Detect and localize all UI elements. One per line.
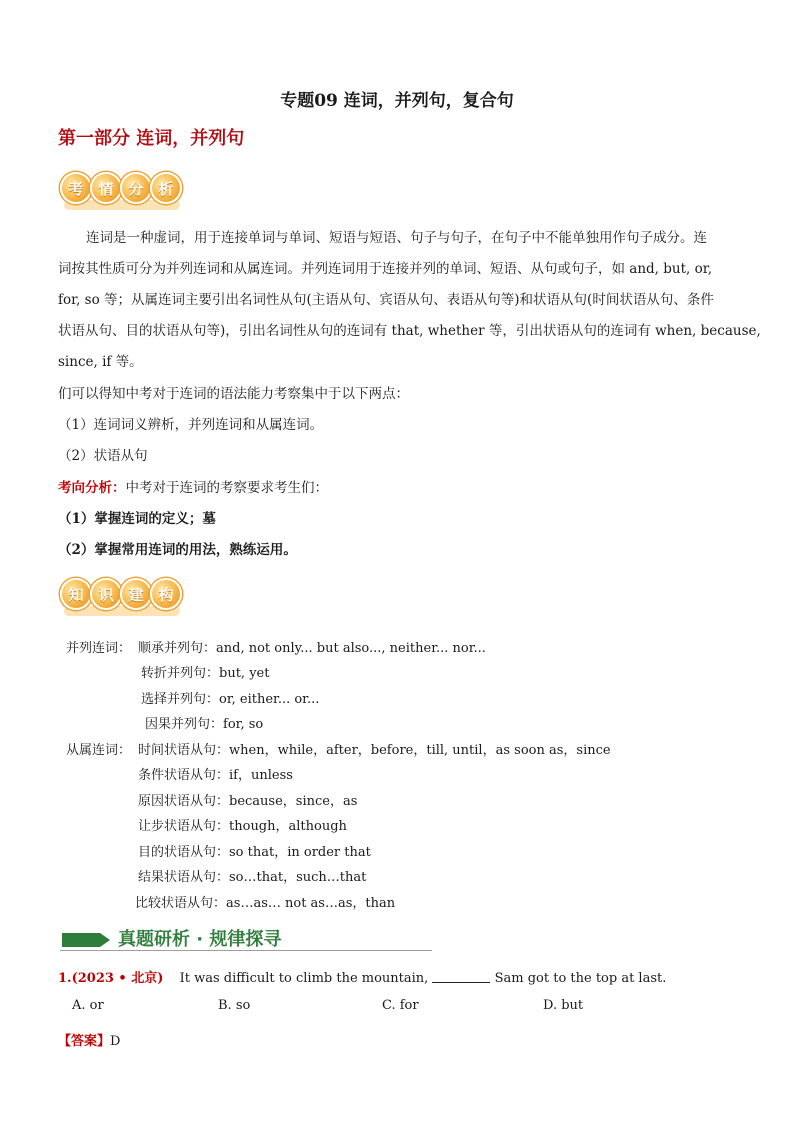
requirement-1: （1）掌握连词的定义；墓 <box>58 511 216 527</box>
intro-line-1: 连词是一种虚词，用于连接单词与单词、短语与短语、句子与句子，在句子中不能单独用作句子成分。连 <box>86 230 707 246</box>
focus-point-1: （1）连词词义辨析，并列连词和从属连词。 <box>58 417 324 433</box>
coord-item <box>141 662 269 681</box>
badge-char: 析 <box>150 172 182 204</box>
section-arrow-icon <box>100 933 110 947</box>
badge-char: 识 <box>90 578 122 610</box>
sub-item <box>135 892 395 911</box>
sub-item-words: so that，in order that <box>229 845 371 860</box>
focus-point-2: （2）状语从句 <box>58 448 148 464</box>
sub-item-words: as…as… not as…as，than <box>226 896 396 911</box>
sub-item <box>138 841 371 860</box>
coord-label: 并列连词： <box>66 641 132 656</box>
sub-item <box>138 739 611 758</box>
coord-item-label: 顺承并列句： <box>138 641 217 656</box>
question-source: (2023 • 北京) <box>71 971 164 986</box>
badge-char: 构 <box>150 578 182 610</box>
coord-item-words: and, not only... but also..., neither... nor... <box>216 641 486 656</box>
badge-analysis <box>60 166 184 212</box>
section-title: 真题研析 · 规律探寻 <box>118 929 282 950</box>
answer-line <box>58 1030 120 1049</box>
coord-item-label: 因果并列句： <box>145 717 224 732</box>
answer-blank <box>432 970 490 983</box>
badge-char: 知 <box>60 578 92 610</box>
badge-knowledge <box>60 572 184 618</box>
sub-item-words: if，unless <box>229 768 293 783</box>
analysis-label: 考向分析： <box>58 480 126 496</box>
sub-item <box>138 866 366 885</box>
sub-item <box>138 790 357 809</box>
sub-item-words: when，while，after，before，till, until，as soon as，since <box>229 743 611 758</box>
coord-item <box>141 688 319 707</box>
requirement-2: （2）掌握常用连词的用法，熟练运用。 <box>58 542 297 558</box>
sub-item-label: 让步状语从句： <box>138 819 230 834</box>
intro-line-3: for, so 等；从属连词主要引出名词性从句(主语从句、宾语从句、表语从句等)和状语从句(时间状语从句、条件 <box>58 292 714 308</box>
section-rule <box>60 950 432 951</box>
sub-item-words: though，although <box>229 819 347 834</box>
section-header <box>60 925 432 951</box>
sub-item <box>138 815 347 834</box>
badge-char: 分 <box>120 172 152 204</box>
sub-item-label: 比较状语从句： <box>135 896 227 911</box>
coord-item-words: but, yet <box>219 666 270 681</box>
answer-label: 【答案】 <box>58 1034 111 1049</box>
coord-item-words: for, so <box>223 717 264 732</box>
sub-label: 从属连词： <box>66 743 132 758</box>
part-title: 第一部分 连词，并列句 <box>58 128 245 149</box>
analysis-line <box>58 476 328 496</box>
option-d: D. but <box>543 998 584 1013</box>
question-1 <box>58 967 666 986</box>
coord-item <box>138 637 486 656</box>
focus-lead: 们可以得知中考对于连词的语法能力考察集中于以下两点： <box>58 386 409 402</box>
sub-item-label: 原因状语从句： <box>138 794 230 809</box>
section-bar-block <box>62 933 100 947</box>
analysis-text: 中考对于连词的考察要求考生们： <box>125 480 328 496</box>
sub-item-words: because，since，as <box>229 794 358 809</box>
sub-item-label: 结果状语从句： <box>138 870 230 885</box>
sub-item-label: 条件状语从句： <box>138 768 230 783</box>
sub-item-label: 目的状语从句： <box>138 845 230 860</box>
coord-item-label: 选择并列句： <box>141 692 220 707</box>
coord-item-words: or, either... or... <box>219 692 320 707</box>
sub-item <box>138 764 293 783</box>
intro-line-2: 词按其性质可分为并列连词和从属连词。并列连词用于连接并列的单词、短语、从句或句子，如 and, but, or, <box>58 261 712 277</box>
question-stem-after: Sam got to the top at last. <box>494 971 667 986</box>
badge-char: 情 <box>90 172 122 204</box>
answer-value: D <box>110 1034 121 1049</box>
intro-line-5: since, if 等。 <box>58 354 143 370</box>
option-c: C. for <box>382 998 419 1013</box>
sub-item-label: 时间状语从句： <box>138 743 230 758</box>
coord-item <box>145 713 263 732</box>
option-a: A. or <box>72 998 104 1013</box>
intro-line-4: 状语从句、目的状语从句等)，引出名词性从句的连词有 that, whether 等，引出状语从句的连词有 when, because, <box>58 323 761 339</box>
coord-item-label: 转折并列句： <box>141 666 220 681</box>
option-b: B. so <box>218 998 251 1013</box>
badge-char: 建 <box>120 578 152 610</box>
sub-item-words: so…that，such…that <box>229 870 367 885</box>
question-stem-before: It was difficult to climb the mountain, <box>179 971 429 986</box>
page-title: 专题09 连词，并列句，复合句 <box>280 91 514 111</box>
question-number: 1. <box>58 971 72 986</box>
badge-char: 考 <box>60 172 92 204</box>
